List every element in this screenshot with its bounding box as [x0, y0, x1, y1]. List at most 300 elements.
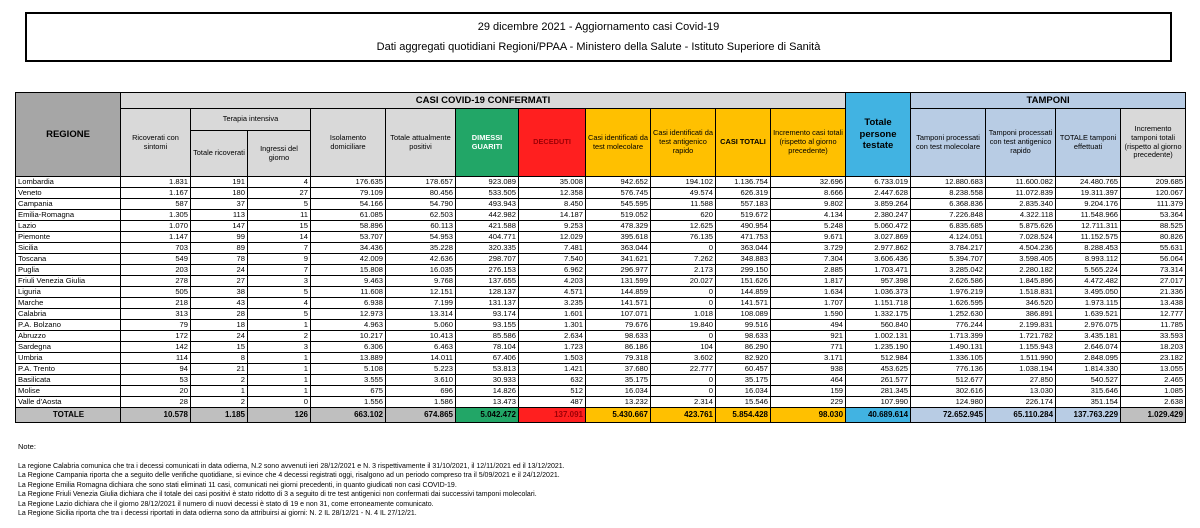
- value-cell: 19.840: [651, 320, 716, 331]
- value-cell: 53.707: [311, 232, 386, 243]
- value-cell: 1.018: [651, 309, 716, 320]
- value-cell: 3.598.405: [986, 254, 1056, 265]
- value-cell: 12.029: [519, 232, 586, 243]
- value-cell: 203: [121, 265, 191, 276]
- value-cell: 86.290: [716, 342, 771, 353]
- value-cell: 37: [191, 199, 248, 210]
- value-cell: 229: [771, 397, 846, 408]
- value-cell: 1.155.943: [986, 342, 1056, 353]
- col-header-casi-test-antigenico: Casi identificati da test antigenico rapido: [651, 109, 716, 177]
- value-cell: 490.954: [716, 221, 771, 232]
- table-row: [16, 199, 1186, 210]
- group-header-casi-confermati: CASI COVID-19 CONFERMATI: [121, 93, 846, 109]
- value-cell: 144.859: [586, 287, 651, 298]
- value-cell: 261.577: [846, 375, 911, 386]
- value-cell: 4.322.118: [986, 210, 1056, 221]
- value-cell: 1.639.521: [1056, 309, 1121, 320]
- value-cell: 11.548.966: [1056, 210, 1121, 221]
- table-row: [16, 188, 1186, 199]
- value-cell: 104: [651, 342, 716, 353]
- value-cell: 13.030: [986, 386, 1056, 397]
- table-row: [16, 265, 1186, 276]
- value-cell: 341.621: [586, 254, 651, 265]
- value-cell: 180: [191, 188, 248, 199]
- value-cell: 11.600.082: [986, 177, 1056, 188]
- value-cell: 5.394.707: [911, 254, 986, 265]
- value-cell: 14: [248, 232, 311, 243]
- value-cell: 2: [248, 331, 311, 342]
- value-cell: 6.938: [311, 298, 386, 309]
- value-cell: 176.635: [311, 177, 386, 188]
- value-cell: 540.527: [1056, 375, 1121, 386]
- value-cell: 549: [121, 254, 191, 265]
- value-cell: 142: [121, 342, 191, 353]
- value-cell: 2.976.075: [1056, 320, 1121, 331]
- region-name-cell: Emilia-Romagna: [16, 210, 121, 221]
- value-cell: 60.113: [386, 221, 456, 232]
- value-cell: 351.154: [1056, 397, 1121, 408]
- value-cell: 124.980: [911, 397, 986, 408]
- value-cell: 111.379: [1121, 199, 1186, 210]
- value-cell: 7: [248, 243, 311, 254]
- total-value-cell: 126: [248, 408, 311, 423]
- table-row: [16, 254, 1186, 265]
- value-cell: 4.963: [311, 320, 386, 331]
- value-cell: 56.064: [1121, 254, 1186, 265]
- value-cell: 12.880.683: [911, 177, 986, 188]
- value-cell: 55.631: [1121, 243, 1186, 254]
- value-cell: 557.183: [716, 199, 771, 210]
- value-cell: 0: [651, 287, 716, 298]
- value-cell: 108.089: [716, 309, 771, 320]
- value-cell: 0: [651, 298, 716, 309]
- value-cell: 19.311.397: [1056, 188, 1121, 199]
- value-cell: 10.217: [311, 331, 386, 342]
- value-cell: 1.490.131: [911, 342, 986, 353]
- value-cell: 2.447.628: [846, 188, 911, 199]
- col-header-regione: REGIONE: [16, 93, 121, 177]
- value-cell: 4.203: [519, 276, 586, 287]
- value-cell: 0: [248, 397, 311, 408]
- region-name-cell: Veneto: [16, 188, 121, 199]
- value-cell: 9: [248, 254, 311, 265]
- table-row: [16, 298, 1186, 309]
- value-cell: 3.859.264: [846, 199, 911, 210]
- value-cell: 8.993.112: [1056, 254, 1121, 265]
- value-cell: 7.262: [651, 254, 716, 265]
- value-cell: 0: [651, 386, 716, 397]
- value-cell: 9.768: [386, 276, 456, 287]
- region-name-cell: Sicilia: [16, 243, 121, 254]
- col-header-totale-persone-testate: Totale persone testate: [846, 93, 911, 177]
- value-cell: 24: [191, 331, 248, 342]
- region-name-cell: P.A. Trento: [16, 364, 121, 375]
- table-header: [16, 93, 1186, 177]
- value-cell: 67.406: [456, 353, 519, 364]
- value-cell: 85.586: [456, 331, 519, 342]
- total-value-cell: 40.689.614: [846, 408, 911, 423]
- table-row: [16, 177, 1186, 188]
- col-header-ingressi-del-giorno: Ingressi del giorno: [248, 131, 311, 177]
- total-value-cell: 137.763.229: [1056, 408, 1121, 423]
- value-cell: 14.826: [456, 386, 519, 397]
- value-cell: 1.147: [121, 232, 191, 243]
- value-cell: 7.304: [771, 254, 846, 265]
- value-cell: 218: [121, 298, 191, 309]
- value-cell: 5: [248, 199, 311, 210]
- value-cell: 24.480.765: [1056, 177, 1121, 188]
- value-cell: 7.226.848: [911, 210, 986, 221]
- value-cell: 131.599: [586, 276, 651, 287]
- col-header-totale-tamponi: TOTALE tamponi effettuati: [1056, 109, 1121, 177]
- value-cell: 11.608: [311, 287, 386, 298]
- value-cell: 6.306: [311, 342, 386, 353]
- value-cell: 49.574: [651, 188, 716, 199]
- table-row: [16, 375, 1186, 386]
- value-cell: 78.104: [456, 342, 519, 353]
- value-cell: 696: [386, 386, 456, 397]
- value-cell: 13.473: [456, 397, 519, 408]
- value-cell: 79: [121, 320, 191, 331]
- value-cell: 6.733.019: [846, 177, 911, 188]
- value-cell: 37.680: [586, 364, 651, 375]
- table-row: [16, 309, 1186, 320]
- value-cell: 172: [121, 331, 191, 342]
- value-cell: 54.166: [311, 199, 386, 210]
- value-cell: 1.814.330: [1056, 364, 1121, 375]
- region-name-cell: Friuli Venezia Giulia: [16, 276, 121, 287]
- value-cell: 16.034: [586, 386, 651, 397]
- table-row: [16, 320, 1186, 331]
- value-cell: 478.329: [586, 221, 651, 232]
- value-cell: 28: [121, 397, 191, 408]
- table-row: [16, 386, 1186, 397]
- total-value-cell: 65.110.284: [986, 408, 1056, 423]
- value-cell: 1.590: [771, 309, 846, 320]
- total-value-cell: 5.042.472: [456, 408, 519, 423]
- value-cell: 487: [519, 397, 586, 408]
- region-name-cell: Abruzzo: [16, 331, 121, 342]
- value-cell: 2.314: [651, 397, 716, 408]
- value-cell: 7.540: [519, 254, 586, 265]
- value-cell: 15.546: [716, 397, 771, 408]
- value-cell: 33.593: [1121, 331, 1186, 342]
- value-cell: 1.723: [519, 342, 586, 353]
- value-cell: 1.151.718: [846, 298, 911, 309]
- region-name-cell: Marche: [16, 298, 121, 309]
- value-cell: 53.813: [456, 364, 519, 375]
- value-cell: 1.305: [121, 210, 191, 221]
- total-value-cell: 98.030: [771, 408, 846, 423]
- value-cell: 2.280.182: [986, 265, 1056, 276]
- value-cell: 1.332.175: [846, 309, 911, 320]
- col-header-incremento-tamponi: Incremento tamponi totali (rispetto al giorno precedente): [1121, 109, 1186, 177]
- value-cell: 35.175: [586, 375, 651, 386]
- value-cell: 3.027.869: [846, 232, 911, 243]
- value-cell: 7.481: [519, 243, 586, 254]
- value-cell: 209.685: [1121, 177, 1186, 188]
- value-cell: 23.182: [1121, 353, 1186, 364]
- value-cell: 178.657: [386, 177, 456, 188]
- col-header-totale-ricoverati: Totale ricoverati: [191, 131, 248, 177]
- table-row: [16, 364, 1186, 375]
- value-cell: 88.525: [1121, 221, 1186, 232]
- value-cell: 120.067: [1121, 188, 1186, 199]
- value-cell: 79.109: [311, 188, 386, 199]
- col-header-incremento-casi-totali: Incremento casi totali (rispetto al giorno precedente): [771, 109, 846, 177]
- value-cell: 107.990: [846, 397, 911, 408]
- region-name-cell: Piemonte: [16, 232, 121, 243]
- value-cell: 404.771: [456, 232, 519, 243]
- value-cell: 6.368.836: [911, 199, 986, 210]
- table-row: [16, 221, 1186, 232]
- value-cell: 5: [248, 309, 311, 320]
- value-cell: 43: [191, 298, 248, 309]
- value-cell: 6.962: [519, 265, 586, 276]
- value-cell: 1.511.990: [986, 353, 1056, 364]
- value-cell: 771: [771, 342, 846, 353]
- value-cell: 141.571: [586, 298, 651, 309]
- group-header-terapia-intensiva: Terapia intensiva: [191, 109, 311, 131]
- value-cell: 938: [771, 364, 846, 375]
- value-cell: 1.831: [121, 177, 191, 188]
- value-cell: 62.503: [386, 210, 456, 221]
- total-value-cell: 10.578: [121, 408, 191, 423]
- value-cell: 137.655: [456, 276, 519, 287]
- value-cell: 9.253: [519, 221, 586, 232]
- value-cell: 8.450: [519, 199, 586, 210]
- value-cell: 5.223: [386, 364, 456, 375]
- value-cell: 505: [121, 287, 191, 298]
- col-header-deceduti: DECEDUTI: [519, 109, 586, 177]
- value-cell: 776.136: [911, 364, 986, 375]
- value-cell: 1.976.219: [911, 287, 986, 298]
- value-cell: 131.137: [456, 298, 519, 309]
- value-cell: 4.124.051: [911, 232, 986, 243]
- value-cell: 53.364: [1121, 210, 1186, 221]
- total-value-cell: 674.865: [386, 408, 456, 423]
- value-cell: 1.518.831: [986, 287, 1056, 298]
- value-cell: 73.314: [1121, 265, 1186, 276]
- value-cell: 1.421: [519, 364, 586, 375]
- value-cell: 1.136.754: [716, 177, 771, 188]
- value-cell: 8.238.558: [911, 188, 986, 199]
- value-cell: 13.314: [386, 309, 456, 320]
- value-cell: 144.859: [716, 287, 771, 298]
- value-cell: 21.336: [1121, 287, 1186, 298]
- value-cell: 442.982: [456, 210, 519, 221]
- value-cell: 5.060: [386, 320, 456, 331]
- value-cell: 0: [651, 331, 716, 342]
- value-cell: 620: [651, 210, 716, 221]
- value-cell: 35.175: [716, 375, 771, 386]
- value-cell: 18.203: [1121, 342, 1186, 353]
- value-cell: 3.235: [519, 298, 586, 309]
- value-cell: 1.626.595: [911, 298, 986, 309]
- value-cell: 675: [311, 386, 386, 397]
- value-cell: 76.135: [651, 232, 716, 243]
- value-cell: 42.009: [311, 254, 386, 265]
- value-cell: 363.044: [716, 243, 771, 254]
- value-cell: 107.071: [586, 309, 651, 320]
- value-cell: 7: [248, 265, 311, 276]
- value-cell: 923.089: [456, 177, 519, 188]
- table-row: [16, 287, 1186, 298]
- value-cell: 2.634: [519, 331, 586, 342]
- table-row: [16, 210, 1186, 221]
- value-cell: 79.318: [586, 353, 651, 364]
- value-cell: 296.977: [586, 265, 651, 276]
- value-cell: 519.052: [586, 210, 651, 221]
- region-name-cell: Calabria: [16, 309, 121, 320]
- table-body: [16, 177, 1186, 423]
- value-cell: 14.187: [519, 210, 586, 221]
- value-cell: 942.652: [586, 177, 651, 188]
- value-cell: 20: [121, 386, 191, 397]
- value-cell: 2.465: [1121, 375, 1186, 386]
- value-cell: 7.199: [386, 298, 456, 309]
- value-cell: 1.973.115: [1056, 298, 1121, 309]
- value-cell: 13.055: [1121, 364, 1186, 375]
- value-cell: 2.199.831: [986, 320, 1056, 331]
- total-value-cell: 1.185: [191, 408, 248, 423]
- table-row: [16, 342, 1186, 353]
- col-header-tamponi-molecolare: Tamponi processati con test molecolare: [911, 109, 986, 177]
- region-name-cell: Lazio: [16, 221, 121, 232]
- value-cell: 11.785: [1121, 320, 1186, 331]
- value-cell: 2.835.340: [986, 199, 1056, 210]
- value-cell: 7.028.524: [986, 232, 1056, 243]
- value-cell: 1: [248, 375, 311, 386]
- value-cell: 93.155: [456, 320, 519, 331]
- value-cell: 226.174: [986, 397, 1056, 408]
- value-cell: 80.456: [386, 188, 456, 199]
- value-cell: 18: [191, 320, 248, 331]
- value-cell: 1.556: [311, 397, 386, 408]
- value-cell: 35.008: [519, 177, 586, 188]
- value-cell: 99: [191, 232, 248, 243]
- value-cell: 3: [248, 342, 311, 353]
- col-header-casi-totali: CASI TOTALI: [716, 109, 771, 177]
- region-name-cell: Liguria: [16, 287, 121, 298]
- value-cell: 114: [121, 353, 191, 364]
- value-cell: 281.345: [846, 386, 911, 397]
- table-row: [16, 331, 1186, 342]
- value-cell: 0: [651, 375, 716, 386]
- total-value-cell: 423.761: [651, 408, 716, 423]
- value-cell: 560.840: [846, 320, 911, 331]
- value-cell: 86.186: [586, 342, 651, 353]
- value-cell: 15: [191, 342, 248, 353]
- region-name-cell: Puglia: [16, 265, 121, 276]
- value-cell: 1: [248, 353, 311, 364]
- value-cell: 278: [121, 276, 191, 287]
- value-cell: 3.435.181: [1056, 331, 1121, 342]
- value-cell: 2: [191, 375, 248, 386]
- value-cell: 1.817: [771, 276, 846, 287]
- region-name-cell: Umbria: [16, 353, 121, 364]
- value-cell: 80.826: [1121, 232, 1186, 243]
- value-cell: 141.571: [716, 298, 771, 309]
- report-title: 29 dicembre 2021 - Aggiornamento casi Covid-19: [477, 21, 720, 34]
- value-cell: 3.784.217: [911, 243, 986, 254]
- value-cell: 191: [191, 177, 248, 188]
- value-cell: 5.875.626: [986, 221, 1056, 232]
- value-cell: 3.729: [771, 243, 846, 254]
- total-label-cell: TOTALE: [16, 408, 121, 423]
- note-item: La Regione Emilia Romagna dichiara che sono stati eliminati 11 casi, comunicati nei giorni precedenti, in quanto giudicati non casi COVID-19.: [18, 481, 457, 489]
- value-cell: 1: [191, 386, 248, 397]
- value-cell: 4.472.482: [1056, 276, 1121, 287]
- value-cell: 12.973: [311, 309, 386, 320]
- value-cell: 346.520: [986, 298, 1056, 309]
- value-cell: 3.555: [311, 375, 386, 386]
- note-item: La Regione Friuli Venezia Giulia dichiara che il totale dei casi positivi è stato ridotto di 3 a seguito di tre test antigenici non confermati dai successivi tamponi molecolari.: [18, 491, 537, 498]
- value-cell: 89: [191, 243, 248, 254]
- value-cell: 3: [248, 276, 311, 287]
- value-cell: 0: [651, 243, 716, 254]
- value-cell: 34.436: [311, 243, 386, 254]
- value-cell: 1.070: [121, 221, 191, 232]
- value-cell: 386.891: [986, 309, 1056, 320]
- value-cell: 8.666: [771, 188, 846, 199]
- value-cell: 54.790: [386, 199, 456, 210]
- value-cell: 13.889: [311, 353, 386, 364]
- value-cell: 1.036.373: [846, 287, 911, 298]
- value-cell: 493.943: [456, 199, 519, 210]
- value-cell: 12.711.311: [1056, 221, 1121, 232]
- total-value-cell: 5.430.667: [586, 408, 651, 423]
- note-item: La Regione Campania riporta che a seguito delle verifiche quotidiane, si evince che 4 decessi registrati oggi, risalgono ad un periodo compreso tra il 5/09/2021 e il 24/12/2021.: [18, 472, 560, 479]
- value-cell: 1.336.105: [911, 353, 986, 364]
- value-cell: 2.848.095: [1056, 353, 1121, 364]
- value-cell: 5.565.224: [1056, 265, 1121, 276]
- value-cell: 98.633: [716, 331, 771, 342]
- notes-list: [18, 462, 1178, 519]
- region-name-cell: Campania: [16, 199, 121, 210]
- value-cell: 1.301: [519, 320, 586, 331]
- table-row: [16, 243, 1186, 254]
- value-cell: 61.085: [311, 210, 386, 221]
- value-cell: 12.151: [386, 287, 456, 298]
- value-cell: 1: [248, 320, 311, 331]
- value-cell: 3.285.042: [911, 265, 986, 276]
- col-header-tamponi-antigenico: Tamponi processati con test antigenico rapido: [986, 109, 1056, 177]
- col-header-totale-attualmente-positivi: Totale attualmente positivi: [386, 109, 456, 177]
- value-cell: 78: [191, 254, 248, 265]
- value-cell: 6.463: [386, 342, 456, 353]
- value-cell: 79.676: [586, 320, 651, 331]
- value-cell: 298.707: [456, 254, 519, 265]
- value-cell: 2: [191, 397, 248, 408]
- value-cell: 82.920: [716, 353, 771, 364]
- value-cell: 24: [191, 265, 248, 276]
- value-cell: 53: [121, 375, 191, 386]
- value-cell: 2.977.862: [846, 243, 911, 254]
- table-row: [16, 232, 1186, 243]
- value-cell: 58.896: [311, 221, 386, 232]
- value-cell: 1.085: [1121, 386, 1186, 397]
- col-header-ricoverati-con-sintomi: Ricoverati con sintomi: [121, 109, 191, 177]
- value-cell: 94: [121, 364, 191, 375]
- value-cell: 27: [191, 276, 248, 287]
- value-cell: 159: [771, 386, 846, 397]
- value-cell: 632: [519, 375, 586, 386]
- value-cell: 21: [191, 364, 248, 375]
- value-cell: 1.707: [771, 298, 846, 309]
- value-cell: 512: [519, 386, 586, 397]
- value-cell: 545.595: [586, 199, 651, 210]
